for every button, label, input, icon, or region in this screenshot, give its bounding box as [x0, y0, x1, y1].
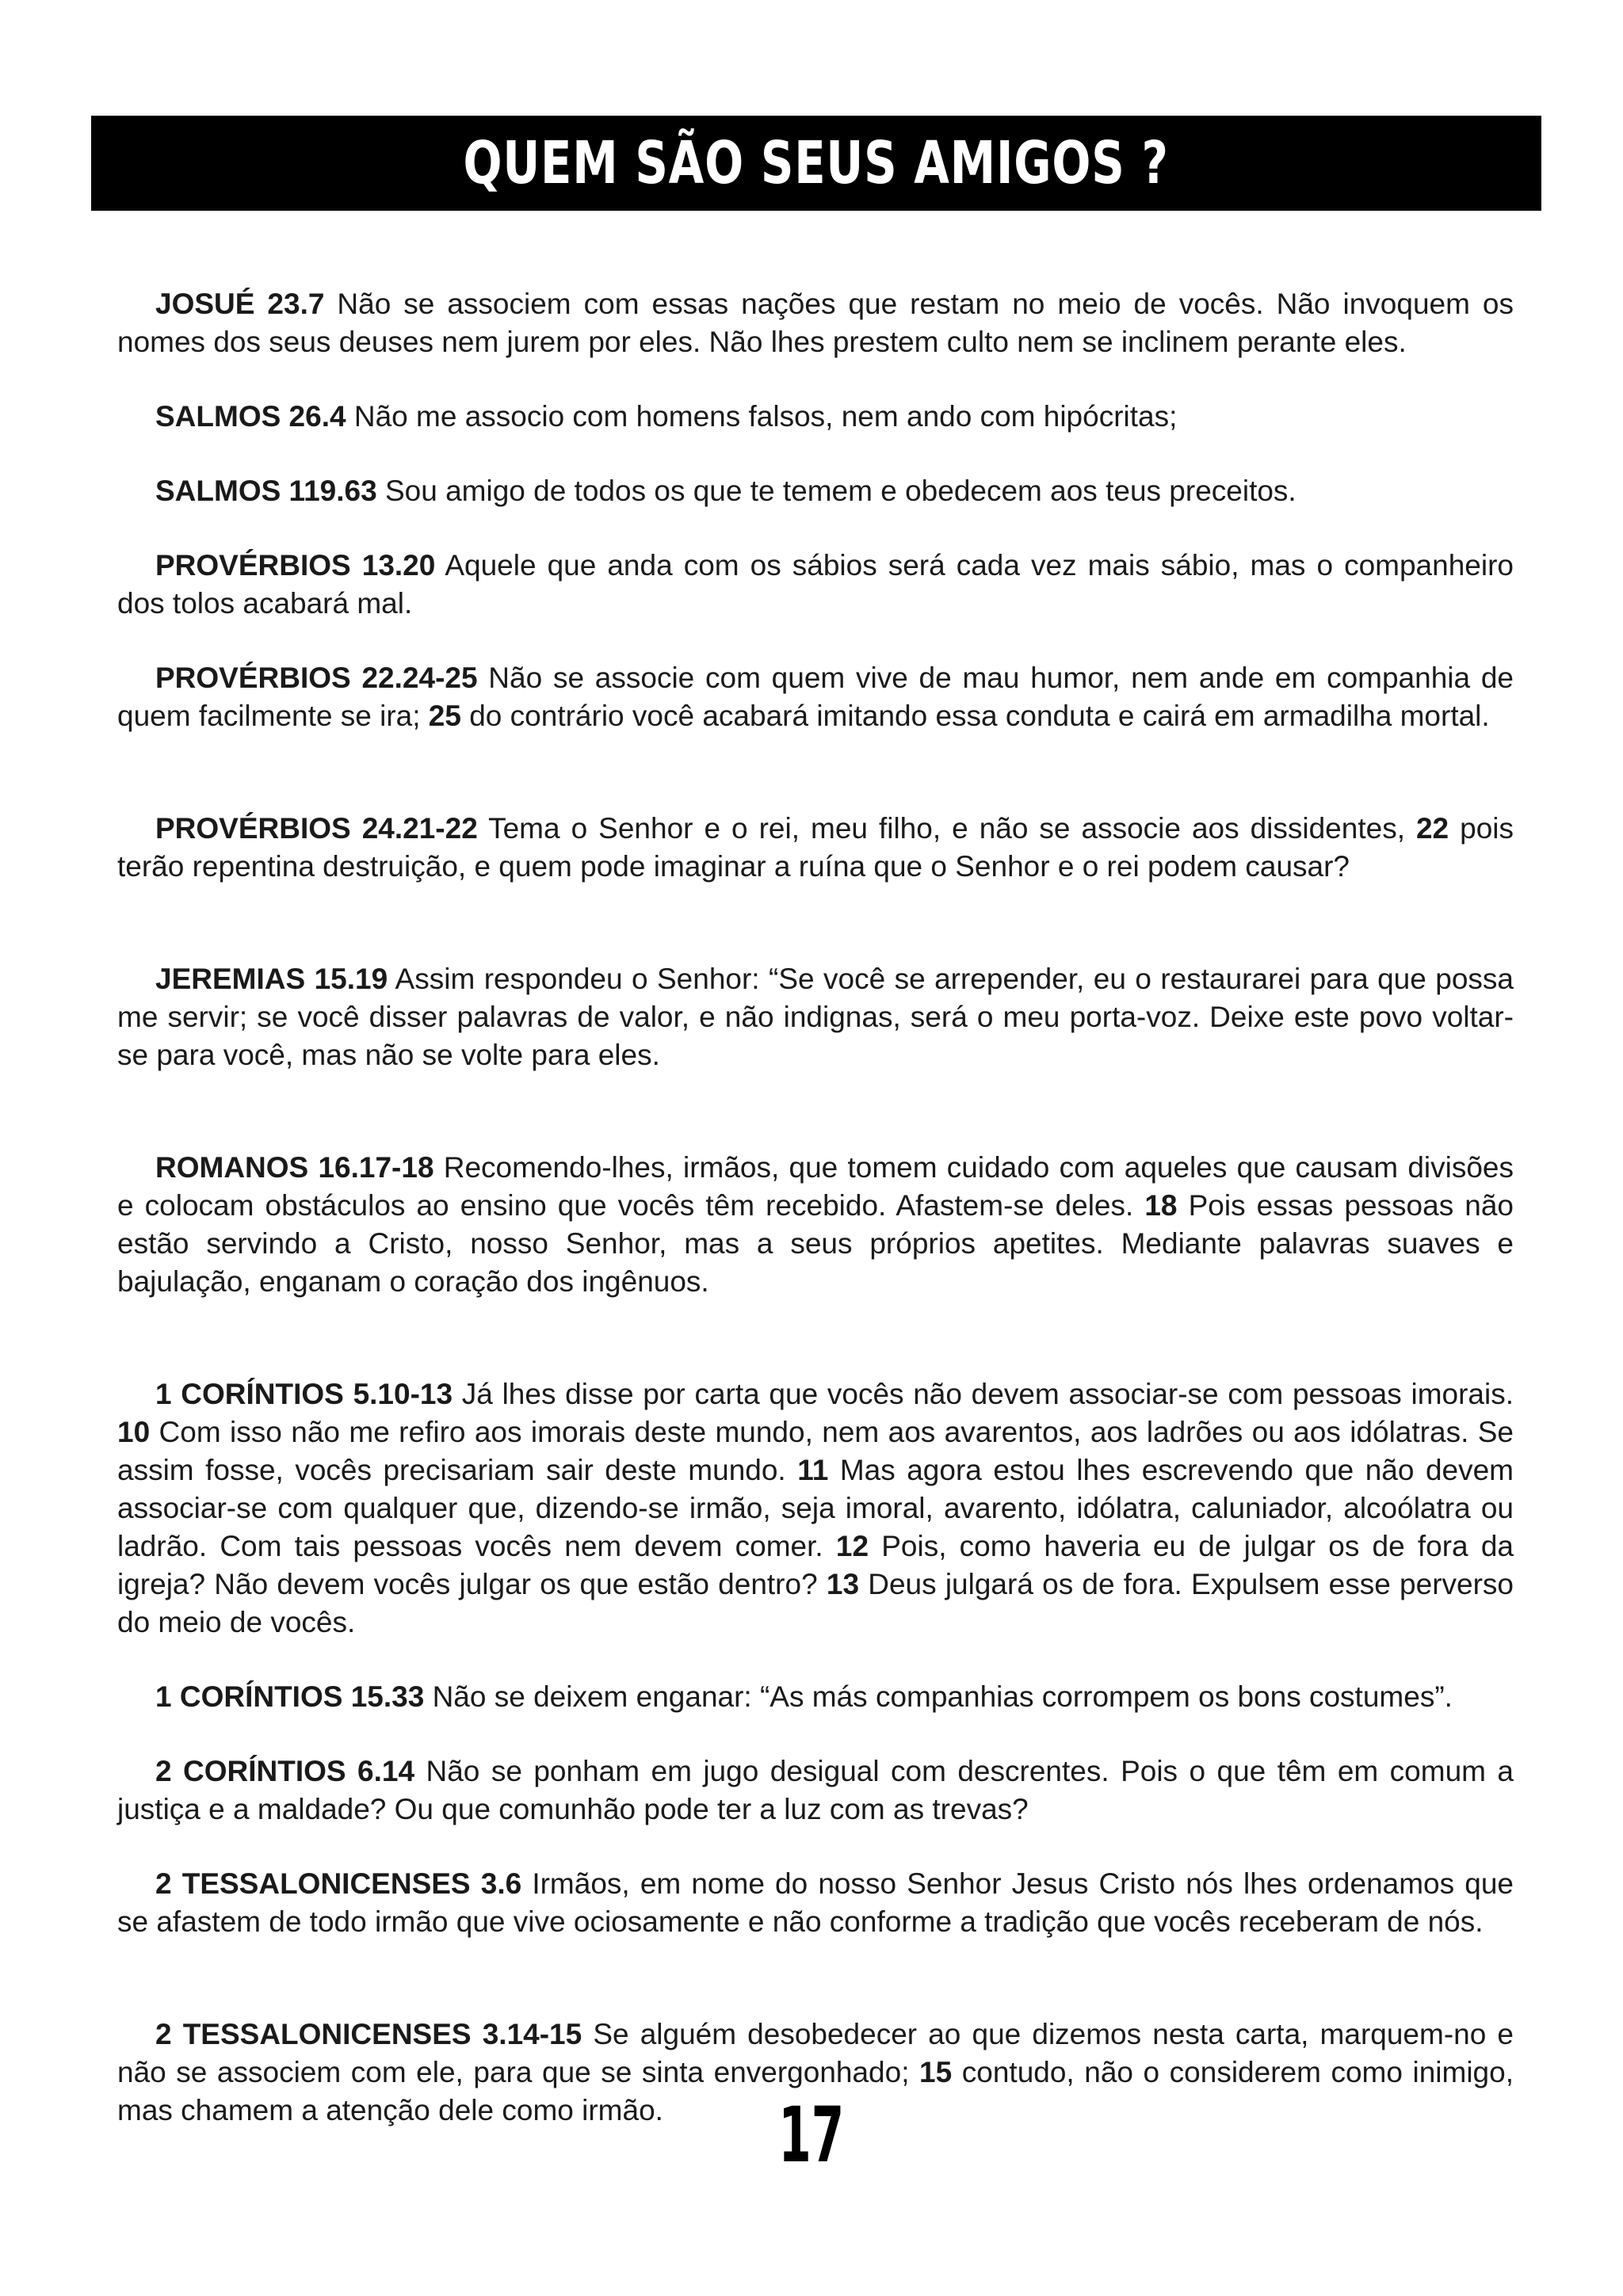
verse-text: Deus julgará os de fora. Expulsem esse perverso do meio de vocês.	[117, 1568, 1514, 1638]
verse-romanos-16-17-18	[117, 1149, 1514, 1301]
verse-reference: PROVÉRBIOS 22.24-25	[155, 662, 478, 694]
verse-text: Com isso não me refiro aos imorais deste mundo, nem aos avarentos, aos ladrões ou aos idólatras. Se assim fosse, vocês precisariam sair deste mundo.	[117, 1416, 1514, 1486]
verse-salmos-119-63	[117, 472, 1514, 510]
verse-text: Sou amigo de todos os que te temem e obedecem aos teus preceitos.	[376, 475, 1296, 507]
verse-reference: SALMOS 26.4	[155, 400, 346, 433]
verse-text: do contrário você acabará imitando essa conduta e cairá em armadilha mortal.	[460, 700, 1490, 732]
verse-reference: PROVÉRBIOS 13.20	[155, 549, 436, 582]
verse-text: Tema o Senhor e o rei, meu filho, e não se associe aos dissidentes,	[477, 812, 1416, 845]
verse-text: Não me associo com homens falsos, nem ando com hipócritas;	[346, 400, 1178, 433]
verse-josue-23-7	[117, 285, 1514, 361]
verse-list	[117, 285, 1514, 2130]
verse-text: Pois, como haveria eu de julgar os de fora da igreja? Não devem vocês julgar os que estão dentro?	[117, 1530, 1514, 1600]
page-title: QUEM SÃO SEUS AMIGOS ?	[463, 129, 1170, 197]
verse-2-corintios-6-14	[117, 1753, 1514, 1829]
verse-1-corintios-5-10-13	[117, 1375, 1514, 1642]
verse-reference: 2 TESSALONICENSES 3.14-15	[155, 2018, 582, 2050]
verse-reference: ROMANOS 16.17-18	[155, 1151, 434, 1184]
verse-text: Pois essas pessoas não estão servindo a Cristo, nosso Senhor, mas a seus próprios apetites. Mediante palavras suaves e bajulação, enganam o coração dos ingênuos.	[117, 1189, 1514, 1298]
verse-jeremias-15-19	[117, 960, 1514, 1074]
verse-proverbios-13-20	[117, 547, 1514, 623]
verse-text: Não se deixem enganar: “As más companhias corrompem os bons costumes”.	[424, 1680, 1453, 1713]
verse-text: Já lhes disse por carta que vocês não devem associar-se com pessoas imorais.	[453, 1378, 1514, 1410]
verse-proverbios-22-24-25	[117, 659, 1514, 735]
verse-number: 18	[1144, 1189, 1178, 1222]
verse-number: 13	[826, 1568, 860, 1600]
verse-number: 25	[428, 700, 461, 732]
verse-number: 22	[1415, 812, 1449, 845]
verse-text: Mas agora estou lhes escrevendo que não devem associar-se com qualquer que, dizendo-se irmão, seja imoral, avarento, idólatra, caluniador, alcoólatra ou ladrão. Com tais pessoas vocês nem devem comer.	[117, 1454, 1514, 1562]
verse-text: Não se associem com essas nações que restam no meio de vocês. Não invoquem os nomes dos seus deuses nem jurem por eles. Não lhes prestem culto nem se inclinem perante eles.	[117, 288, 1514, 358]
verse-text: Não se ponham em jugo desigual com descrentes. Pois o que têm em comum a justiça e a maldade? Ou que comunhão pode ter a luz com as trevas?	[117, 1755, 1514, 1825]
verse-text: pois terão repentina destruição, e quem pode imaginar a ruína que o Senhor e o rei podem causar?	[117, 812, 1514, 883]
verse-reference: PROVÉRBIOS 24.21-22	[155, 812, 478, 845]
verse-number: 10	[117, 1416, 151, 1448]
verse-text: Recomendo-lhes, irmãos, que tomem cuidado com aqueles que causam divisões e colocam obstáculos ao ensino que vocês têm recebido. Afastem-se deles.	[117, 1151, 1514, 1222]
verse-reference: JOSUÉ 23.7	[155, 288, 325, 320]
verse-reference: SALMOS 119.63	[155, 475, 377, 507]
verse-proverbios-24-21-22	[117, 810, 1514, 886]
verse-number: 15	[919, 2056, 953, 2088]
verse-text: Aquele que anda com os sábios será cada vez mais sábio, mas o companheiro dos tolos acabará mal.	[117, 549, 1514, 620]
verse-number: 11	[797, 1454, 829, 1486]
title-banner	[91, 116, 1541, 211]
verse-text: Não se associe com quem vive de mau humor, nem ande em companhia de quem facilmente se ira;	[117, 662, 1514, 732]
verse-number: 12	[835, 1530, 869, 1562]
verse-text: Assim respondeu o Senhor: “Se você se arrepender, eu o restaurarei para que possa me servir; se você disser palavras de valor, e não indignas, será o meu porta-voz. Deixe este povo voltar-se para você, mas não se volte para eles.	[117, 963, 1514, 1071]
page-number: 17	[778, 2091, 845, 2180]
verse-reference: 1 CORÍNTIOS 15.33	[155, 1680, 425, 1713]
verse-reference: 1 CORÍNTIOS 5.10-13	[155, 1378, 453, 1410]
verse-text: Irmãos, em nome do nosso Senhor Jesus Cristo nós lhes ordenamos que se afastem de todo irmão que vive ociosamente e não conforme a tradição que vocês receberam de nós.	[117, 1867, 1514, 1938]
verse-salmos-26-4	[117, 398, 1514, 436]
verse-reference: JEREMIAS 15.19	[155, 963, 388, 995]
verse-reference: 2 CORÍNTIOS 6.14	[155, 1755, 415, 1787]
verse-1-corintios-15-33	[117, 1678, 1514, 1716]
verse-text: contudo, não o considerem como inimigo, mas chamem a atenção dele como irmão.	[117, 2056, 1514, 2126]
verse-text: Se alguém desobedecer ao que dizemos nesta carta, marquem-no e não se associem com ele, para que se sinta envergonhado;	[117, 2018, 1514, 2088]
verse-reference: 2 TESSALONICENSES 3.6	[155, 1867, 522, 1900]
verse-2-tessalonicenses-3-6	[117, 1865, 1514, 1941]
